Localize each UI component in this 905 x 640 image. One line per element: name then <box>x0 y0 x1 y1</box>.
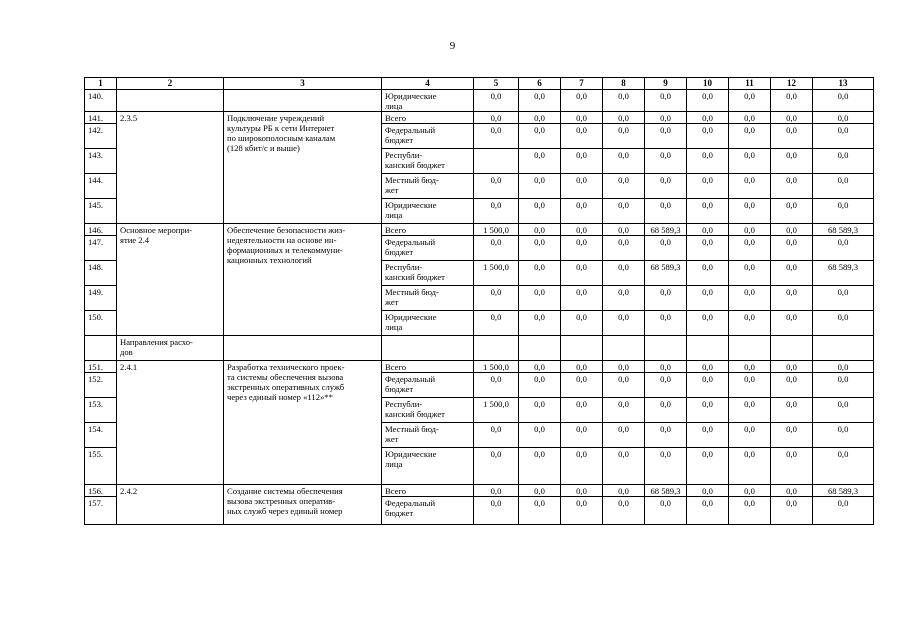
amount-cell: 0,0 <box>729 199 771 224</box>
amount-cell: 0,0 <box>474 286 519 311</box>
amount-cell: 0,0 <box>561 149 603 174</box>
amount-cell <box>771 336 813 361</box>
row-number: 144. <box>85 174 117 199</box>
column-header: 10 <box>687 78 729 90</box>
row-number: 141. <box>85 112 117 124</box>
funding-source: Республи- канский бюджет <box>382 398 474 423</box>
row-number: 149. <box>85 286 117 311</box>
funding-source: Юридические лица <box>382 448 474 485</box>
amount-cell: 0,0 <box>729 149 771 174</box>
amount-cell: 0,0 <box>729 261 771 286</box>
amount-cell: 68 589,3 <box>645 261 687 286</box>
column-header: 1 <box>85 78 117 90</box>
column-header: 9 <box>645 78 687 90</box>
amount-cell: 0,0 <box>519 398 561 423</box>
amount-cell: 0,0 <box>519 199 561 224</box>
amount-cell: 0,0 <box>771 497 813 525</box>
column-header: 11 <box>729 78 771 90</box>
amount-cell: 0,0 <box>771 90 813 112</box>
amount-cell: 0,0 <box>813 448 874 485</box>
amount-cell: 0,0 <box>561 224 603 236</box>
amount-cell: 0,0 <box>561 311 603 336</box>
amount-cell: 0,0 <box>687 174 729 199</box>
program-name: Обеспечение безопасности жиз- недеятельности на основе ин- формационных и телекоммуни- кационных технологий <box>224 224 382 336</box>
row-number: 150. <box>85 311 117 336</box>
column-header: 2 <box>117 78 224 90</box>
amount-cell: 0,0 <box>561 398 603 423</box>
funding-source: Федеральный бюджет <box>382 497 474 525</box>
column-header: 7 <box>561 78 603 90</box>
amount-cell: 0,0 <box>729 448 771 485</box>
amount-cell: 0,0 <box>519 236 561 261</box>
amount-cell: 0,0 <box>519 174 561 199</box>
amount-cell: 0,0 <box>813 199 874 224</box>
amount-cell: 0,0 <box>561 124 603 149</box>
amount-cell: 0,0 <box>729 174 771 199</box>
row-number: 142. <box>85 124 117 149</box>
amount-cell: 0,0 <box>603 261 645 286</box>
row-number: 151. <box>85 361 117 373</box>
amount-cell: 0,0 <box>813 423 874 448</box>
amount-cell: 0,0 <box>729 485 771 497</box>
column-header: 13 <box>813 78 874 90</box>
amount-cell: 0,0 <box>474 124 519 149</box>
amount-cell: 0,0 <box>519 423 561 448</box>
amount-cell: 0,0 <box>519 90 561 112</box>
amount-cell: 0,0 <box>813 112 874 124</box>
amount-cell: 0,0 <box>603 311 645 336</box>
amount-cell: 0,0 <box>519 261 561 286</box>
amount-cell: 0,0 <box>813 361 874 373</box>
amount-cell: 0,0 <box>729 361 771 373</box>
amount-cell: 0,0 <box>603 373 645 398</box>
amount-cell: 0,0 <box>687 124 729 149</box>
amount-cell: 0,0 <box>561 286 603 311</box>
row-number: 143. <box>85 149 117 174</box>
amount-cell: 0,0 <box>519 149 561 174</box>
column-header: 5 <box>474 78 519 90</box>
amount-cell: 0,0 <box>729 423 771 448</box>
program-name: Подключение учреждений культуры РБ к сети Интернет по широкополосным каналам (128 кбит/с и выше) <box>224 112 382 224</box>
amount-cell: 0,0 <box>771 261 813 286</box>
amount-cell: 0,0 <box>519 286 561 311</box>
amount-cell: 0,0 <box>474 423 519 448</box>
program-name <box>224 336 382 361</box>
amount-cell: 0,0 <box>603 224 645 236</box>
amount-cell: 0,0 <box>519 361 561 373</box>
amount-cell: 0,0 <box>603 236 645 261</box>
amount-cell: 0,0 <box>813 497 874 525</box>
row-number: 148. <box>85 261 117 286</box>
amount-cell: 0,0 <box>561 423 603 448</box>
amount-cell: 0,0 <box>474 90 519 112</box>
amount-cell: 0,0 <box>771 236 813 261</box>
amount-cell: 0,0 <box>771 311 813 336</box>
amount-cell: 0,0 <box>645 174 687 199</box>
column-header: 6 <box>519 78 561 90</box>
row-number: 152. <box>85 373 117 398</box>
funding-source: Федеральный бюджет <box>382 236 474 261</box>
program-code: 2.3.5 <box>117 112 224 224</box>
amount-cell: 0,0 <box>645 236 687 261</box>
amount-cell: 0,0 <box>561 261 603 286</box>
amount-cell: 0,0 <box>771 448 813 485</box>
amount-cell: 0,0 <box>813 149 874 174</box>
funding-source: Республи- канский бюджет <box>382 149 474 174</box>
amount-cell: 0,0 <box>474 497 519 525</box>
amount-cell: 0,0 <box>645 124 687 149</box>
amount-cell: 0,0 <box>813 398 874 423</box>
amount-cell <box>813 336 874 361</box>
program-name <box>224 90 382 112</box>
amount-cell: 0,0 <box>813 286 874 311</box>
program-code: Основное меропри- ятие 2.4 <box>117 224 224 336</box>
amount-cell: 0,0 <box>729 112 771 124</box>
amount-cell: 0,0 <box>474 174 519 199</box>
amount-cell: 0,0 <box>729 311 771 336</box>
amount-cell: 0,0 <box>645 497 687 525</box>
amount-cell: 0,0 <box>687 361 729 373</box>
program-name: Создание системы обеспечения вызова экстренных оператив- ных служб через единый номер <box>224 485 382 525</box>
amount-cell <box>519 336 561 361</box>
amount-cell: 0,0 <box>645 112 687 124</box>
amount-cell: 0,0 <box>474 311 519 336</box>
amount-cell: 0,0 <box>561 174 603 199</box>
funding-source: Всего <box>382 224 474 236</box>
amount-cell: 0,0 <box>561 448 603 485</box>
amount-cell: 0,0 <box>729 373 771 398</box>
amount-cell: 0,0 <box>771 199 813 224</box>
amount-cell: 1 500,0 <box>474 361 519 373</box>
amount-cell: 0,0 <box>603 90 645 112</box>
amount-cell: 0,0 <box>645 373 687 398</box>
amount-cell: 0,0 <box>813 311 874 336</box>
amount-cell: 1 500,0 <box>474 261 519 286</box>
amount-cell: 0,0 <box>645 423 687 448</box>
header-row <box>85 78 874 90</box>
funding-source: Местный бюд- жет <box>382 286 474 311</box>
amount-cell: 0,0 <box>687 224 729 236</box>
funding-source: Всего <box>382 112 474 124</box>
amount-cell: 0,0 <box>603 124 645 149</box>
amount-cell: 0,0 <box>519 497 561 525</box>
amount-cell: 0,0 <box>603 174 645 199</box>
amount-cell: 0,0 <box>687 373 729 398</box>
amount-cell: 0,0 <box>561 90 603 112</box>
amount-cell: 0,0 <box>771 361 813 373</box>
funding-source: Местный бюд- жет <box>382 423 474 448</box>
amount-cell: 0,0 <box>729 286 771 311</box>
amount-cell: 0,0 <box>813 124 874 149</box>
amount-cell: 0,0 <box>771 149 813 174</box>
row-number: 146. <box>85 224 117 236</box>
amount-cell: 1 500,0 <box>474 224 519 236</box>
amount-cell: 0,0 <box>771 224 813 236</box>
row-number: 154. <box>85 423 117 448</box>
amount-cell: 0,0 <box>687 423 729 448</box>
amount-cell <box>561 336 603 361</box>
column-header: 12 <box>771 78 813 90</box>
amount-cell: 0,0 <box>474 485 519 497</box>
amount-cell: 0,0 <box>645 398 687 423</box>
amount-cell <box>474 336 519 361</box>
amount-cell: 0,0 <box>771 286 813 311</box>
amount-cell: 0,0 <box>561 485 603 497</box>
amount-cell: 0,0 <box>519 373 561 398</box>
row-number: 147. <box>85 236 117 261</box>
amount-cell: 0,0 <box>561 373 603 398</box>
program-name: Разработка технического проек- та системы обеспечения вызова экстренных оперативных служб через единый номер «112»** <box>224 361 382 485</box>
amount-cell <box>645 336 687 361</box>
funding-source: Федеральный бюджет <box>382 124 474 149</box>
table-row <box>85 336 874 361</box>
amount-cell: 0,0 <box>813 174 874 199</box>
amount-cell: 0,0 <box>687 199 729 224</box>
amount-cell: 0,0 <box>771 174 813 199</box>
amount-cell: 0,0 <box>603 448 645 485</box>
table-row <box>85 361 874 373</box>
amount-cell: 0,0 <box>729 398 771 423</box>
amount-cell: 0,0 <box>603 199 645 224</box>
program-code: 2.4.1 <box>117 361 224 485</box>
amount-cell: 0,0 <box>561 361 603 373</box>
amount-cell: 0,0 <box>603 485 645 497</box>
funding-source: Республи- канский бюджет <box>382 261 474 286</box>
table-row <box>85 485 874 497</box>
amount-cell: 0,0 <box>771 423 813 448</box>
funding-source: Всего <box>382 485 474 497</box>
amount-cell: 0,0 <box>729 124 771 149</box>
table-row <box>85 224 874 236</box>
amount-cell <box>474 149 519 174</box>
amount-cell: 0,0 <box>771 398 813 423</box>
amount-cell: 0,0 <box>474 448 519 485</box>
amount-cell: 0,0 <box>603 497 645 525</box>
amount-cell: 0,0 <box>519 224 561 236</box>
amount-cell: 0,0 <box>603 286 645 311</box>
amount-cell: 0,0 <box>687 448 729 485</box>
amount-cell: 0,0 <box>687 261 729 286</box>
amount-cell: 0,0 <box>771 124 813 149</box>
row-number: 155. <box>85 448 117 485</box>
amount-cell: 0,0 <box>813 236 874 261</box>
amount-cell: 0,0 <box>687 485 729 497</box>
amount-cell: 0,0 <box>729 236 771 261</box>
table-row <box>85 112 874 124</box>
amount-cell: 0,0 <box>474 199 519 224</box>
amount-cell: 1 500,0 <box>474 398 519 423</box>
amount-cell: 0,0 <box>687 236 729 261</box>
funding-source: Юридические лица <box>382 90 474 112</box>
amount-cell: 0,0 <box>645 149 687 174</box>
row-number: 156. <box>85 485 117 497</box>
amount-cell: 0,0 <box>474 236 519 261</box>
funding-source <box>382 336 474 361</box>
amount-cell: 0,0 <box>645 199 687 224</box>
amount-cell: 68 589,3 <box>813 224 874 236</box>
amount-cell: 0,0 <box>474 112 519 124</box>
amount-cell: 0,0 <box>687 398 729 423</box>
amount-cell: 0,0 <box>519 124 561 149</box>
amount-cell: 0,0 <box>687 90 729 112</box>
amount-cell: 68 589,3 <box>645 224 687 236</box>
amount-cell: 0,0 <box>519 112 561 124</box>
amount-cell: 0,0 <box>687 311 729 336</box>
row-number: 140. <box>85 90 117 112</box>
amount-cell: 0,0 <box>519 448 561 485</box>
amount-cell: 0,0 <box>603 149 645 174</box>
amount-cell: 0,0 <box>519 311 561 336</box>
amount-cell: 0,0 <box>729 224 771 236</box>
amount-cell: 0,0 <box>729 90 771 112</box>
funding-source: Юридические лица <box>382 311 474 336</box>
amount-cell: 0,0 <box>813 373 874 398</box>
amount-cell: 0,0 <box>603 398 645 423</box>
amount-cell: 0,0 <box>561 236 603 261</box>
amount-cell <box>729 336 771 361</box>
page-number: 9 <box>449 40 456 52</box>
amount-cell: 0,0 <box>645 90 687 112</box>
funding-source: Местный бюд- жет <box>382 174 474 199</box>
program-code <box>117 90 224 112</box>
table-body <box>85 90 874 525</box>
program-code: Направления расхо- дов <box>117 336 224 361</box>
amount-cell: 0,0 <box>603 361 645 373</box>
amount-cell: 0,0 <box>645 448 687 485</box>
table-row <box>85 90 874 112</box>
amount-cell: 0,0 <box>687 286 729 311</box>
amount-cell: 0,0 <box>771 373 813 398</box>
row-number: 157. <box>85 497 117 525</box>
amount-cell: 0,0 <box>687 497 729 525</box>
funding-source: Федеральный бюджет <box>382 373 474 398</box>
amount-cell: 68 589,3 <box>813 261 874 286</box>
funding-source: Всего <box>382 361 474 373</box>
amount-cell <box>603 336 645 361</box>
row-number <box>85 336 117 361</box>
row-number: 153. <box>85 398 117 423</box>
funding-source: Юридические лица <box>382 199 474 224</box>
amount-cell: 0,0 <box>561 497 603 525</box>
amount-cell: 0,0 <box>771 112 813 124</box>
amount-cell: 68 589,3 <box>813 485 874 497</box>
amount-cell: 0,0 <box>813 90 874 112</box>
budget-table <box>84 77 874 525</box>
amount-cell: 0,0 <box>645 311 687 336</box>
amount-cell: 0,0 <box>729 497 771 525</box>
amount-cell: 0,0 <box>603 423 645 448</box>
amount-cell: 0,0 <box>687 149 729 174</box>
row-number: 145. <box>85 199 117 224</box>
amount-cell: 0,0 <box>645 286 687 311</box>
program-code: 2.4.2 <box>117 485 224 525</box>
amount-cell: 0,0 <box>687 112 729 124</box>
amount-cell: 68 589,3 <box>645 485 687 497</box>
amount-cell: 0,0 <box>771 485 813 497</box>
amount-cell: 0,0 <box>645 361 687 373</box>
amount-cell: 0,0 <box>519 485 561 497</box>
column-header: 3 <box>224 78 382 90</box>
amount-cell: 0,0 <box>561 112 603 124</box>
amount-cell <box>687 336 729 361</box>
amount-cell: 0,0 <box>474 373 519 398</box>
amount-cell: 0,0 <box>561 199 603 224</box>
column-header: 8 <box>603 78 645 90</box>
amount-cell: 0,0 <box>603 112 645 124</box>
column-header: 4 <box>382 78 474 90</box>
